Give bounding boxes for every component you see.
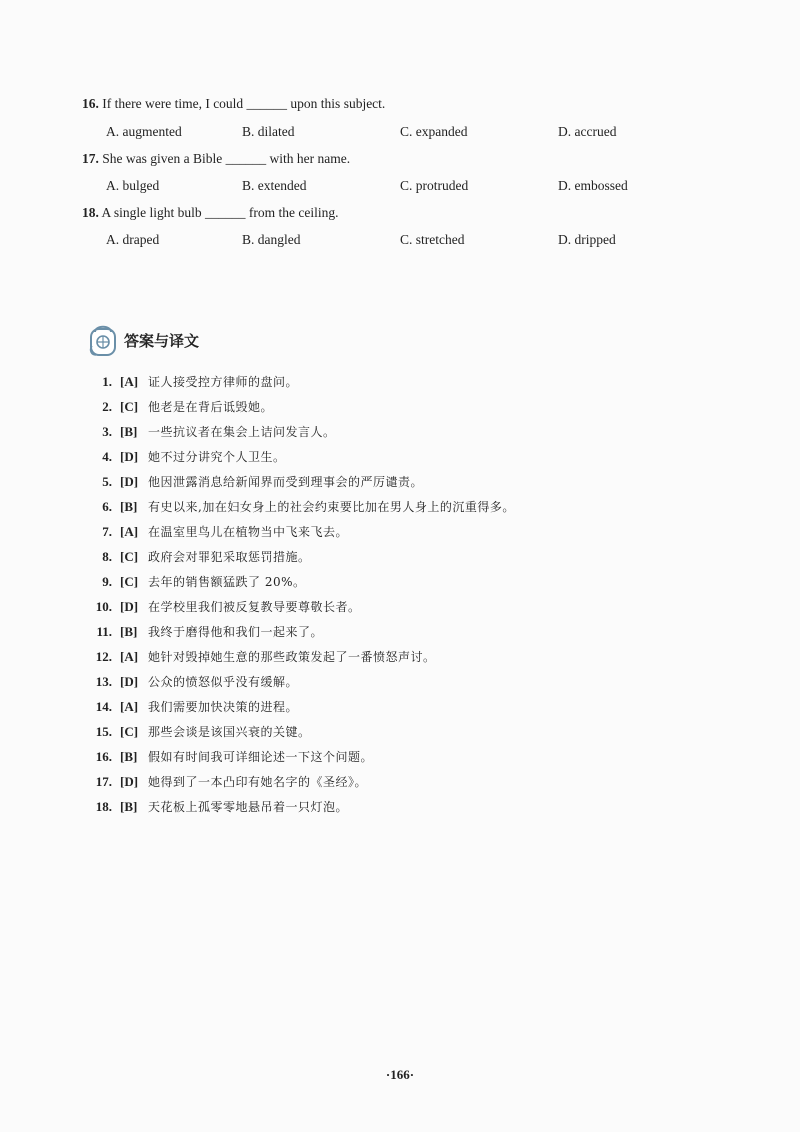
answer-translation: 有史以来,加在妇女身上的社会约束要比加在男人身上的沉重得多。 [148, 500, 515, 514]
answer-key: [D] [120, 449, 139, 464]
answer-item [82, 598, 361, 615]
answer-item [82, 523, 348, 540]
answer-number: 8. [102, 549, 112, 564]
answer-item [82, 698, 298, 715]
option-d: D. embossed [558, 178, 628, 193]
answer-number: 3. [102, 424, 112, 439]
answer-item [82, 373, 298, 390]
answer-translation: 她不过分讲究个人卫生。 [148, 450, 286, 464]
answer-key: [B] [120, 424, 138, 439]
answer-item [82, 423, 336, 440]
answer-key: [D] [120, 774, 139, 789]
answer-number: 1. [102, 374, 112, 389]
answer-number: 15. [95, 724, 112, 739]
answer-key: [A] [120, 649, 139, 664]
option-d: D. accrued [558, 124, 617, 139]
answer-key: [C] [120, 724, 139, 739]
answer-translation: 他因泄露消息给新闻界而受到理事会的严厉谴责。 [148, 475, 424, 489]
question-text: If there were time, I could ______ upon this subject. [102, 96, 386, 111]
answer-translation: 我们需要加快决策的进程。 [148, 700, 299, 714]
answer-translation: 去年的销售额猛跌了 20%。 [148, 575, 306, 589]
page-number: ·166· [385, 1067, 415, 1082]
answer-number: 13. [95, 674, 112, 689]
answer-item [82, 473, 423, 490]
option-b: B. extended [242, 178, 307, 193]
answer-item [82, 398, 273, 415]
answer-item [82, 548, 311, 565]
answer-translation: 假如有时间我可详细论述一下这个问题。 [148, 750, 374, 764]
answer-key: [C] [120, 574, 139, 589]
answer-item [82, 648, 436, 665]
option-b: B. dangled [242, 232, 301, 247]
answer-item [82, 798, 348, 815]
answer-key: [B] [120, 749, 138, 764]
answer-number: 5. [102, 474, 112, 489]
question-stem [82, 151, 350, 167]
answer-translation: 那些会谈是该国兴衰的关键。 [148, 725, 311, 739]
answer-key: [D] [120, 474, 139, 489]
answer-key-icon [88, 322, 120, 358]
answer-translation: 公众的愤怒似乎没有缓解。 [148, 675, 299, 689]
answer-key: [B] [120, 499, 138, 514]
answer-key: [C] [120, 399, 139, 414]
option-c: C. stretched [400, 232, 465, 247]
question-number: 17. [82, 151, 99, 166]
answer-translation: 她得到了一本凸印有她名字的《圣经》。 [148, 775, 368, 789]
answer-key: [A] [120, 524, 139, 539]
answer-translation: 政府会对罪犯采取惩罚措施。 [148, 550, 311, 564]
question-stem [82, 205, 339, 221]
answer-key: [C] [120, 549, 139, 564]
answer-number: 4. [102, 449, 112, 464]
answer-translation: 他老是在背后诋毁她。 [148, 400, 274, 414]
answer-item [82, 573, 306, 590]
answer-number: 14. [95, 699, 112, 714]
option-c: C. protruded [400, 178, 469, 193]
answer-key: [A] [120, 374, 139, 389]
question-text: She was given a Bible ______ with her name. [102, 151, 351, 166]
answer-key: [D] [120, 674, 139, 689]
question-number: 16. [82, 96, 99, 111]
answer-item [82, 623, 323, 640]
answer-translation: 在学校里我们被反复教导要尊敬长者。 [148, 600, 361, 614]
answer-translation: 我终于磨得他和我们一起来了。 [148, 625, 324, 639]
answer-translation: 天花板上孤零零地悬吊着一只灯泡。 [148, 800, 349, 814]
option-c: C. expanded [400, 124, 468, 139]
option-a: A. augmented [106, 124, 182, 139]
answer-item [82, 748, 373, 765]
answers-section-header [88, 320, 199, 360]
answer-translation: 在温室里鸟儿在植物当中飞来飞去。 [148, 525, 349, 539]
answer-key: [B] [120, 624, 138, 639]
option-a: A. draped [106, 232, 160, 247]
answer-number: 11. [96, 624, 112, 639]
question-stem [82, 96, 385, 112]
answer-key: [B] [120, 799, 138, 814]
question-text: A single light bulb ______ from the ceiling. [101, 205, 339, 220]
answer-number: 2. [102, 399, 112, 414]
answer-number: 16. [95, 749, 112, 764]
answer-number: 9. [102, 574, 112, 589]
section-title: 答案与译文 [124, 331, 200, 350]
answer-number: 17. [95, 774, 112, 789]
answer-translation: 她针对毁掉她生意的那些政策发起了一番愤怒声讨。 [148, 650, 436, 664]
answer-key: [D] [120, 599, 139, 614]
answer-item [82, 448, 286, 465]
answer-item [82, 498, 515, 515]
answer-key: [A] [120, 699, 139, 714]
question-number: 18. [82, 205, 99, 220]
answer-number: 7. [102, 524, 112, 539]
option-a: A. bulged [106, 178, 160, 193]
answer-translation: 证人接受控方律师的盘问。 [148, 375, 299, 389]
answer-item [82, 773, 367, 790]
answer-number: 6. [102, 499, 112, 514]
answer-item [82, 723, 311, 740]
answer-number: 10. [95, 599, 112, 614]
answer-item [82, 673, 298, 690]
answer-number: 18. [95, 799, 112, 814]
answer-translation: 一些抗议者在集会上诘问发言人。 [148, 425, 336, 439]
option-b: B. dilated [242, 124, 295, 139]
answer-number: 12. [95, 649, 112, 664]
option-d: D. dripped [558, 232, 616, 247]
